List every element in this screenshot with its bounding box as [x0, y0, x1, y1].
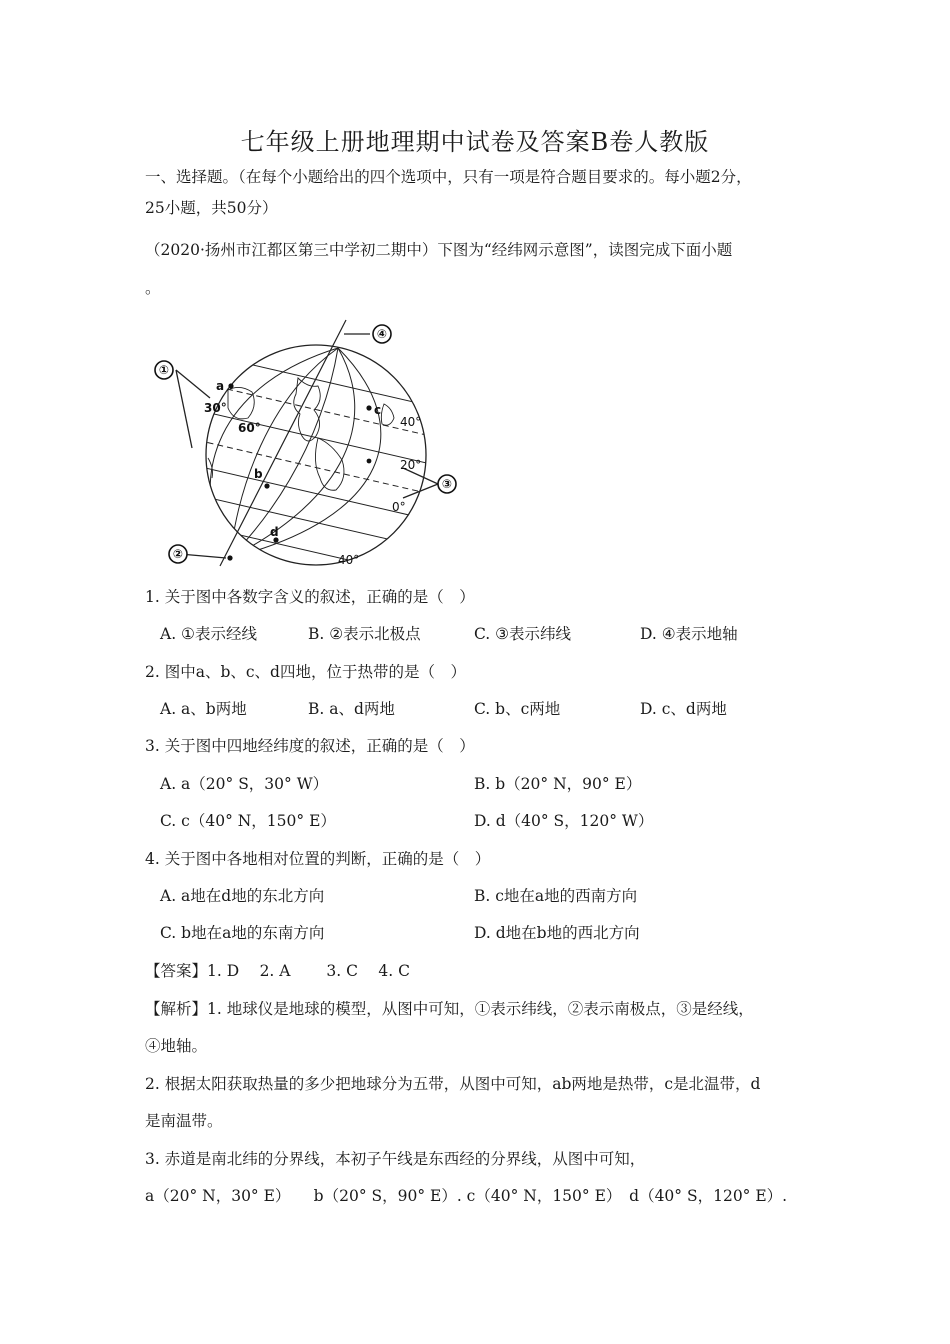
lon-30-label: 30° — [204, 401, 227, 415]
graticule-figure — [148, 318, 468, 570]
marker-3-label: ③ — [441, 477, 453, 491]
point-c-label: c — [374, 403, 382, 417]
question-1-option-c: C. ③表示纬线 — [474, 625, 572, 643]
question-1-option-a: A. ①表示经线 — [160, 625, 257, 643]
marker-4-label: ④ — [376, 327, 388, 341]
analysis-3-line-2: a（20° N，30° E） b（20° S，90° E）. c（40° N，150° E） d（40° S，120° E）. — [145, 1187, 788, 1205]
point-a-label: a — [216, 379, 225, 393]
question-4-option-a: A. a地在d地的东北方向 — [160, 887, 325, 905]
section-instruction-line-2: 25小题，共50分） — [145, 199, 278, 217]
lat-0-label: 0° — [392, 500, 406, 514]
question-3-option-c: C. c（40° N，150° E） — [160, 812, 336, 830]
marker-1-label: ① — [158, 363, 170, 377]
analysis-3-line-1: 3. 赤道是南北纬的分界线，本初子午线是东西经的分界线，从图中可知， — [145, 1150, 646, 1168]
document-title: 七年级上册地理期中试卷及答案B卷人教版 — [240, 128, 710, 156]
question-4-option-c: C. b地在a地的东南方向 — [160, 924, 325, 942]
question-3-stem: 3. 关于图中四地经纬度的叙述，正确的是（ ） — [145, 737, 475, 755]
question-4-stem: 4. 关于图中各地相对位置的判断，正确的是（ ） — [145, 850, 491, 868]
section-instruction-line-1: 一、选择题。（在每个小题给出的四个选项中，只有一项是符合题目要求的。每小题2分， — [145, 168, 752, 186]
question-1-option-b: B. ②表示北极点 — [308, 625, 421, 643]
question-1-stem: 1. 关于图中各数字含义的叙述，正确的是（ ） — [145, 588, 475, 606]
analysis-2-line-2: 是南温带。 — [145, 1112, 223, 1130]
question-1-option-d: D. ④表示地轴 — [640, 625, 738, 643]
marker-2-label: ② — [172, 547, 184, 561]
point-b-label: b — [254, 467, 263, 481]
analysis-1-line-2: ④地轴。 — [145, 1037, 208, 1055]
answer-line: 【答案】1. D 2. A 3. C 4. C — [145, 962, 410, 980]
lat-40n-label: 40° — [400, 415, 422, 429]
question-4-option-b: B. c地在a地的西南方向 — [474, 887, 638, 905]
lat-40s-label: 40° — [338, 553, 360, 567]
globe-diagram — [148, 318, 468, 570]
question-3-option-a: A. a（20° S，30° W） — [160, 775, 329, 793]
question-3-option-d: D. d（40° S，120° W） — [474, 812, 654, 830]
question-intro-line-2: 。 — [145, 279, 161, 297]
question-2-stem: 2. 图中a、b、c、d四地，位于热带的是（ ） — [145, 663, 466, 681]
lat-20n-label: 20° — [400, 458, 422, 472]
analysis-1-line-1: 【解析】1. 地球仪是地球的模型，从图中可知，①表示纬线，②表示南极点，③是经线， — [145, 1000, 754, 1018]
question-3-option-b: B. b（20° N，90° E） — [474, 775, 642, 793]
point-d-label: d — [270, 525, 279, 539]
question-2-option-c: C. b、c两地 — [474, 700, 561, 718]
question-2-option-b: B. a、d两地 — [308, 700, 395, 718]
question-intro-line-1: （2020·扬州市江都区第三中学初二期中）下图为“经纬网示意图”，读图完成下面小题 — [145, 241, 733, 259]
question-2-option-d: D. c、d两地 — [640, 700, 727, 718]
question-2-option-a: A. a、b两地 — [160, 700, 247, 718]
lon-60-label: 60° — [238, 421, 261, 435]
question-4-option-d: D. d地在b地的西北方向 — [474, 924, 640, 942]
analysis-2-line-1: 2. 根据太阳获取热量的多少把地球分为五带，从图中可知，ab两地是热带，c是北温带，d — [145, 1075, 761, 1093]
